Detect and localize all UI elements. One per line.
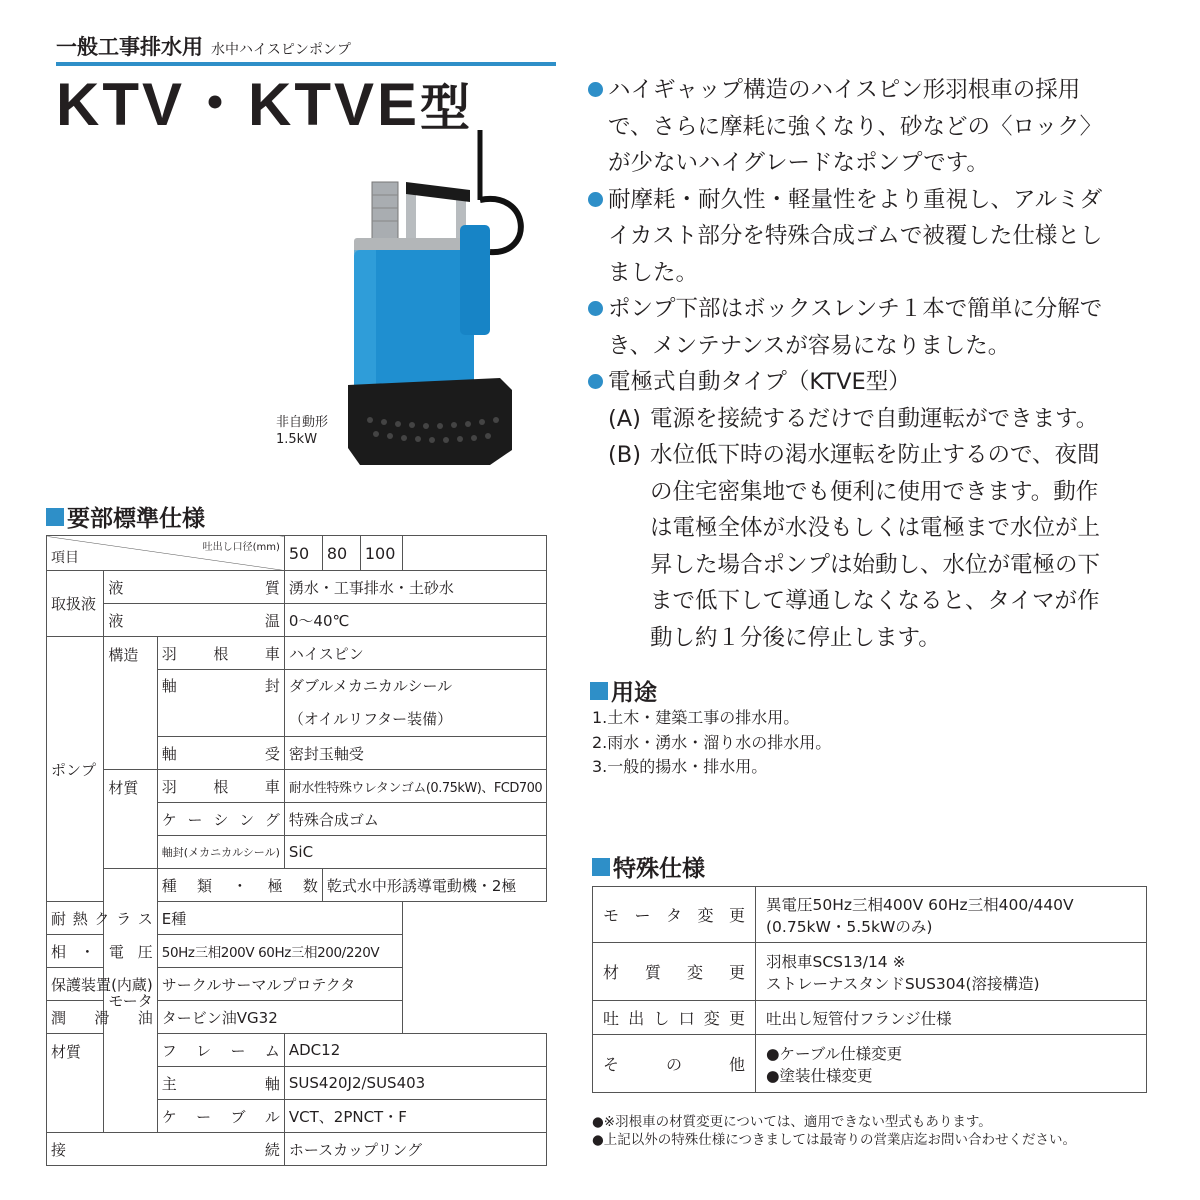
row-value: 吐出し短管付フランジ仕様 (756, 1001, 1147, 1035)
bullet-icon (588, 192, 603, 207)
feature-list (588, 72, 1148, 656)
diameter-header: 吐出し口径(mm) (202, 542, 280, 553)
diameter-80: 80 (322, 536, 360, 571)
feature-line: は電極全体が水没もしくは電極まで水位が上 (650, 515, 1101, 541)
square-icon (590, 682, 608, 700)
row-label: 軸 受 (157, 737, 284, 770)
item-mark: (B) (608, 442, 641, 468)
row-value: 耐水性特殊ウレタンゴム(0.75kW)、FCD700 (284, 770, 546, 803)
row-label: 潤 滑 油 (47, 1001, 158, 1034)
usage-item: 2.雨水・湧水・溜り水の排水用。 (592, 732, 832, 752)
row-value: E種 (157, 902, 402, 935)
feature-line: イカスト部分を特殊合成ゴムで被覆した仕様とし (608, 223, 1103, 249)
feature-line: 水位低下時の渇水運転を防止するので、夜間 (650, 442, 1100, 468)
special-notes (592, 1113, 1076, 1149)
usage-item: 3.一般的揚水・排水用。 (592, 757, 768, 776)
image-caption (276, 414, 328, 448)
feature-line: で、さらに摩耗に強くなり、砂などの〈ロック〉 (608, 113, 1103, 140)
row-value: ●ケーブル仕様変更 ●塗装仕様変更 (756, 1035, 1147, 1093)
empty-cell (402, 536, 546, 571)
bullet-icon (588, 301, 603, 316)
row-value: 50Hz三相200V 60Hz三相200/220V (157, 935, 402, 968)
usage-list (592, 706, 831, 780)
row-label: 軸封(メカニカルシール) (157, 836, 284, 869)
row-label: フ レ ー ム (157, 1034, 284, 1067)
row-value: SUS420J2/SUS403 (284, 1067, 546, 1100)
usage-heading (590, 674, 657, 707)
feature-item (588, 364, 1148, 401)
feature-line: まで低下して導通しなくなると、タイマが作 (650, 588, 1100, 614)
row-label: ケ ー ブ ル (157, 1100, 284, 1133)
caption-type: 非自動形 (276, 415, 329, 430)
row-value: 0～40℃ (284, 604, 546, 637)
row-value: 湧水・工事排水・土砂水 (284, 571, 546, 604)
row-label: 種 類 ・ 極 数 (157, 869, 322, 902)
usage-item: 1.土木・建築工事の排水用。 (592, 708, 800, 727)
model-suffix: 型 (420, 79, 474, 137)
auto-type-item-b (588, 437, 1148, 656)
title-divider (56, 62, 556, 66)
row-value: サークルサーマルプロテクタ (157, 968, 402, 1001)
subgroup-material: 材質 (47, 1034, 104, 1133)
subgroup-material: 材質 (104, 770, 157, 869)
feature-item (588, 182, 1148, 292)
spec-heading (46, 500, 205, 533)
row-value: 特殊合成ゴム (284, 803, 546, 836)
model-name: KTV・KTVE (56, 71, 421, 138)
note: ●※羽根車の材質変更については、適用できない型式もあります。 (592, 1114, 992, 1130)
group-pump: ポンプ (47, 637, 104, 902)
square-icon (46, 508, 64, 526)
feature-line: ハイギャップ構造のハイスピン形羽根車の採用 (608, 77, 1081, 103)
row-label: 保 護 装 置 (内 蔵) (47, 968, 158, 1001)
feature-item (588, 72, 1148, 182)
diameter-50: 50 (284, 536, 322, 571)
spec-table (46, 535, 547, 1166)
row-value: SiC (284, 836, 546, 869)
special-spec-table (592, 886, 1147, 1093)
row-label: そ の 他 (593, 1035, 756, 1093)
row-value: 羽根車SCS13/14 ※ ストレーナスタンドSUS304(溶接構造) (756, 943, 1147, 1001)
feature-item (588, 291, 1148, 364)
item-mark: (A) (608, 405, 641, 432)
feature-line: ました。 (608, 259, 699, 286)
feature-line: 動し約１分後に停止します。 (650, 624, 941, 651)
special-title: 特殊仕様 (613, 856, 705, 882)
row-label: 液 温 (104, 604, 285, 637)
spec-header-cell (47, 536, 285, 571)
row-value: ADC12 (284, 1034, 546, 1067)
row-value: ハイスピン (284, 637, 546, 670)
feature-line: き、メンテナンスが容易になりました。 (608, 332, 1011, 359)
caption-power: 1.5kW (276, 432, 318, 447)
diameter-100: 100 (360, 536, 402, 571)
category-heading (56, 31, 351, 61)
row-label: 相 ・ 電 圧 (47, 935, 158, 968)
feature-line: 耐摩耗・耐久性・軽量性をより重視し、アルミダ (608, 186, 1103, 213)
row-label: 材 質 変 更 (593, 943, 756, 1001)
bullet-icon (588, 374, 603, 389)
row-label: 接 続 (47, 1133, 285, 1166)
feature-line: 電源を接続するだけで自動運転ができます。 (650, 405, 1099, 432)
row-value: 密封玉軸受 (284, 737, 546, 770)
square-icon (592, 858, 610, 876)
row-label: 主 軸 (157, 1067, 284, 1100)
feature-line: が少ないハイグレードなポンプです。 (608, 150, 989, 176)
note: ●上記以外の特殊仕様につきましては最寄りの営業店迄お問い合わせください。 (592, 1132, 1077, 1148)
row-value: 乾式水中形誘導電動機・2極 (322, 869, 546, 902)
row-label: 液 質 (104, 571, 285, 604)
bullet-icon (588, 82, 603, 97)
feature-line: 昇した場合ポンプは始動し、水位が電極の下 (650, 551, 1101, 578)
row-label: 軸 封 (157, 670, 284, 737)
row-label: 耐 熱 ク ラ ス (47, 902, 158, 935)
row-value: ホースカップリング (284, 1133, 546, 1166)
row-value: ダブルメカニカルシール （オイルリフター装備） (284, 670, 546, 737)
category-label: 一般工事排水用 (56, 35, 203, 59)
row-label: 羽 根 車 (157, 770, 284, 803)
row-label: ケ ー シ ン グ (157, 803, 284, 836)
row-label: 吐 出 し 口 変 更 (593, 1001, 756, 1035)
group-motor: モータ (104, 869, 157, 1133)
pump-product-image (340, 130, 540, 480)
row-value: タービン油VG32 (157, 1001, 402, 1034)
subgroup-structure: 構造 (104, 637, 157, 770)
product-type-label: 水中ハイスピンポンプ (211, 42, 351, 58)
spec-title: 要部標準仕様 (67, 506, 205, 532)
usage-title: 用途 (611, 680, 657, 706)
row-label: 羽 根 車 (157, 637, 284, 670)
item-header: 項目 (51, 550, 79, 566)
row-label: モ ー タ 変 更 (593, 887, 756, 943)
row-value: 異電圧50Hz三相400V 60Hz三相400/440V (0.75kW・5.5kWのみ) (756, 887, 1147, 943)
feature-line: の住宅密集地でも便利に使用できます。動作 (650, 478, 1099, 505)
auto-type-item-a (588, 401, 1148, 438)
feature-line: 電極式自動タイプ（KTVE型） (608, 369, 911, 395)
special-heading (592, 850, 705, 883)
row-value: VCT、2PNCT・F (284, 1100, 546, 1133)
group-liquid: 取扱液 (47, 571, 104, 637)
feature-line: ポンプ下部はボックスレンチ１本で簡単に分解で (608, 296, 1103, 322)
